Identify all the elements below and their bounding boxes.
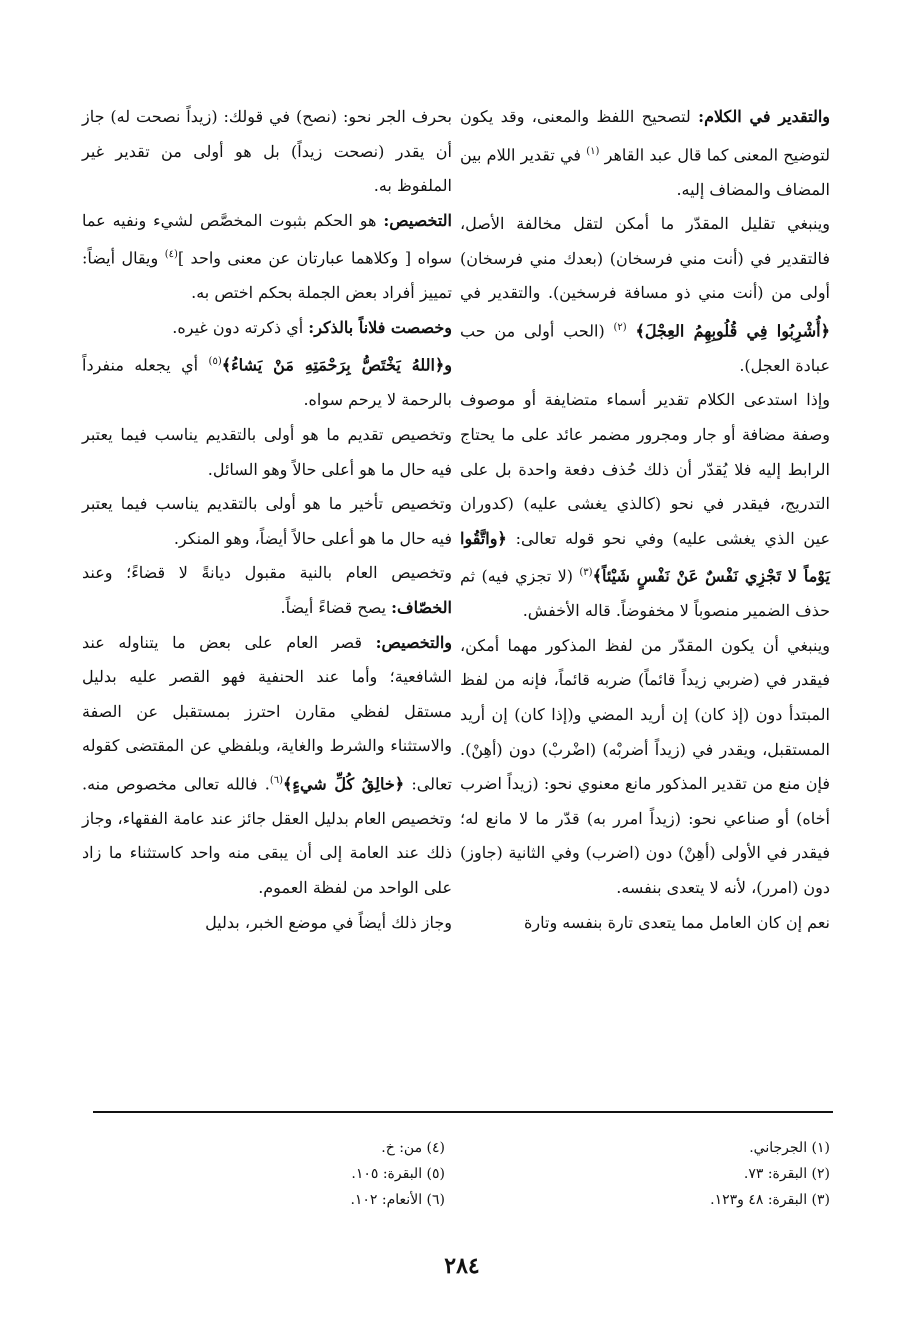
footnote-ref: (١) xyxy=(586,145,600,157)
footnotes-right xyxy=(500,1135,830,1213)
paragraph: والتخصيص: قصر العام على بعض ما يتناوله عند الشافعية؛ وأما عند الحنفية فهو القصر عليه بدليل مستقل لفظي مقارن احترز بمستقبل عن الصفة والاستثناء والشرط والغاية، وبلفظي عن المقتضى كقوله تعالى: ﴿خالِقُ كُلِّ شيءٍ﴾$^{(٦)}$. فالله تعالى مخصوص منه. وتخصيص العام بدليل العقل جائز عند عامة الفقهاء، وجاز ذلك عند العامة إلى أن يبقى منه واحد كاستثناء ما زاد على الواحد من لفظة العموم. xyxy=(82,632,453,898)
term-heading: الخصّاف: xyxy=(391,597,452,617)
quran-verse: ﴿خالِقُ كُلِّ شيءٍ﴾ xyxy=(283,774,405,794)
term-heading: وخصصت فلاناً بالذكر: xyxy=(308,317,452,337)
paragraph: وتخصيص تقديم ما هو أولى بالتقديم يناسب فيما يعتبر فيه حال ما هو أعلى حالاً وهو السائل. xyxy=(82,425,452,479)
paragraph: وتخصيص تأخير ما هو أولى بالتقديم يناسب فيما يعتبر فيه حال ما هو أعلى حالاً أيضاً، وهو المنكر. xyxy=(82,494,452,548)
paragraph: وتخصيص العام بالنية مقبول ديانةً لا قضاءً؛ وعند الخصّاف: يصح قضاءً أيضاً. xyxy=(82,563,452,617)
paragraph: والتقدير في الكلام: لتصحيح اللفظ والمعنى، وقد يكون لتوضيح المعنى كما قال عبد القاهر $^{(١)}$ في تقدير اللام بين المضاف والمضاف إليه. xyxy=(460,107,831,199)
footnotes-left xyxy=(115,1135,445,1213)
quran-verse: و﴿اللهُ يَخْتَصُّ بِرَحْمَتِهِ مَنْ يَشاءُ﴾ xyxy=(221,355,452,375)
quran-verse: ﴿أُشْرِبُوا فِي قُلُوبِهِمُ العِجْلَ﴾ xyxy=(635,321,830,341)
right-column xyxy=(460,100,830,940)
paragraph: وجاز ذلك أيضاً في موضع الخبر، بدليل xyxy=(205,912,452,932)
left-column xyxy=(82,100,452,940)
footnote: (١) الجرجاني. xyxy=(749,1140,830,1156)
footnote: (٢) البقرة: ٧٣. xyxy=(743,1166,830,1182)
paragraph: نعم إن كان العامل مما يتعدى تارة بنفسه وتارة xyxy=(524,912,830,932)
paragraph: و﴿اللهُ يَخْتَصُّ بِرَحْمَتِهِ مَنْ يَشاءُ﴾$^{(٥)}$ أي يجعله منفرداً بالرحمة لا يرحم سواه. xyxy=(82,355,452,410)
footnote-ref: (٦) xyxy=(269,774,284,786)
paragraph: التخصيص: هو الحكم بثبوت المخصَّص لشيء ونفيه عما سواه [ وكلاهما عبارتان عن معنى واحد ]$^{(٤)}$ ويقال أيضاً: تمييز أفراد بعض الجملة بحكم اختص به. xyxy=(82,210,453,303)
footnote: (٤) من: خ. xyxy=(381,1140,445,1156)
paragraph: وإذا استدعى الكلام تقدير أسماء متضايفة أو موصوف وصفة مضافة أو جار ومجرور مضمر عائد على ما يحتاج الرابط إليه فلا يُقدّر أن ذلك حُذف دفعة واحدة بل على التدريج، فيقدر في نحو (كالذي يغشى عليه) (كدوران عين الذي يغشى عليه) وفي نحو قوله تعالى: ﴿واتَّقُوا يَوْماً لا تَجْزِي نَفْسٌ عَنْ نَفْسٍ شَيْئاً﴾$^{(٣)}$ (لا تجزي فيه) ثم حذف الضمير منصوباً لا مخفوضاً. قاله الأخفش. xyxy=(460,390,831,621)
term-heading: والتخصيص: xyxy=(375,632,452,652)
paragraph: وينبغي أن يكون المقدّر من لفظ المذكور مهما أمكن، فيقدر في (ضربي زيداً قائماً) ضربه قائماً، فإنه من لفظ المبتدأ دون (إذ كان) إن أريد المضي و(إذا كان) إن أريد المستقبل، ويقدر في (زيداً أضربْه) (اضْربْ) دون (أهِنْ). فإن منع من تقدير المذكور مانع معنوي نحو: (زيداً اضرب أخاه) أو صناعي نحو: (زيداً امرر به) قدّر ما لا مانع له؛ فيقدر في الأولى (أهِنْ) دون (اضرب) وفي الثانية (جاوز) دون (امرر)، لأنه لا يتعدى بنفسه. xyxy=(460,635,830,898)
paragraph: بحرف الجر نحو: (نصح) في قولك: (زيداً نصحت له) جاز أن يقدر (نصحت زيداً) بل هو أولى من تقدير غير الملفوظ به. xyxy=(82,107,452,196)
paragraph: وينبغي تقليل المقدّر ما أمكن لتقل مخالفة الأصل، فالتقدير في (أنت مني فرسخان) (بعدك مني فرسخان) أولى من (أنت مني ذو مسافة فرسخين). والتقدير في ﴿أُشْرِبُوا فِي قُلُوبِهِمُ العِجْلَ﴾ $^{(٢)}$ (الحب أولى من حب عبادة العجل). xyxy=(460,214,831,375)
paragraph: وخصصت فلاناً بالذكر: أي ذكرته دون غيره. xyxy=(172,317,452,337)
footnote: (٥) البقرة: ١٠٥. xyxy=(351,1166,445,1182)
footnote: (٣) البقرة: ٤٨ و١٢٣. xyxy=(710,1192,830,1208)
footnote-divider xyxy=(93,1111,833,1113)
footnote-ref: (٥) xyxy=(208,356,222,368)
footnote-ref: (٢) xyxy=(613,321,627,333)
footnote-ref: (٣) xyxy=(579,567,593,579)
footnote: (٦) الأنعام: ١٠٢. xyxy=(350,1192,445,1208)
term-heading: والتقدير في الكلام: xyxy=(698,107,830,126)
quran-verse: ﴿واتَّقُوا يَوْماً لا تَجْزِي نَفْسٌ عَنْ نَفْسٍ شَيْئاً﴾ xyxy=(460,528,831,586)
footnote-ref: (٤) xyxy=(164,249,178,261)
page-number: ٢٨٤ xyxy=(444,1253,480,1279)
term-heading: التخصيص: xyxy=(383,210,452,230)
